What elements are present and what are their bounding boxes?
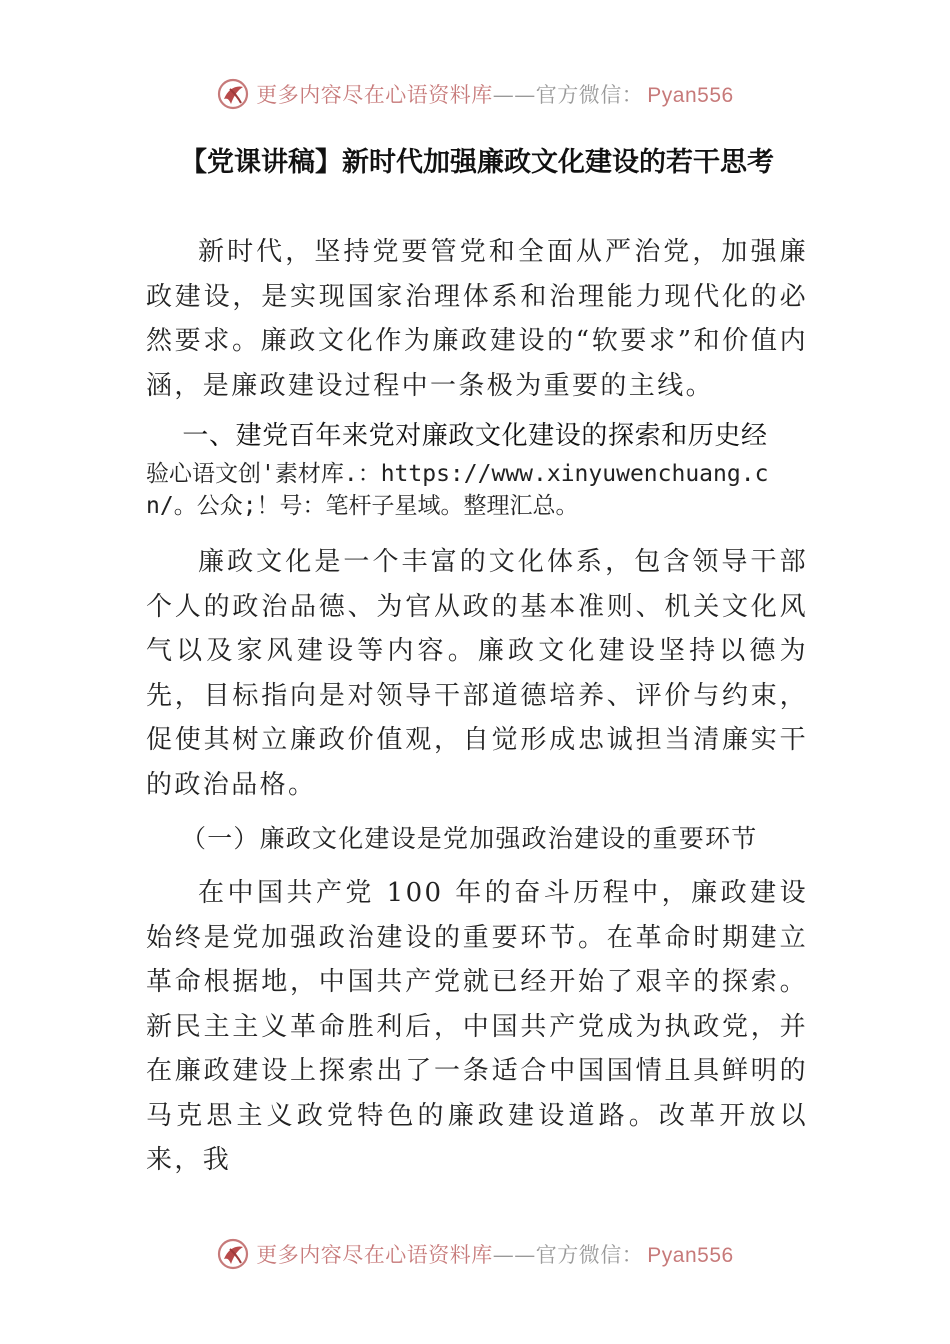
paragraph-3: 在中国共产党 100 年的奋斗历程中，廉政建设始终是党加强政治建设的重要环节。在革命时期建立革命根据地，中国共产党就已经开始了艰辛的探索。新民主主义革命胜利后，中国共产党成为执政党，并在廉政建设上探索出了一条适合中国国情且具鲜明的马克思主义政党特色的廉政建设道路。改革开放以来，我 [146,878,808,1175]
document-body [146,230,808,1183]
ribbon-logo-icon [216,1237,250,1271]
footer-banner [0,1234,950,1274]
banner-text [256,1239,733,1269]
banner-wechat-id: Pyan556 [647,84,734,107]
paragraph-intro: 新时代，坚持党要管党和全面从严治党，加强廉政建设，是实现国家治理体系和治理能力现代化的必然要求。廉政文化作为廉政建设的“软要求”和价值内涵，是廉政建设过程中一条极为重要的主线。 [146,237,808,401]
paragraph-2: 廉政文化是一个丰富的文化体系，包含领导干部个人的政治品德、为官从政的基本准则、机关文化风气以及家风建设等内容。廉政文化建设坚持以德为先，目标指向是对领导干部道德培养、评价与约束，促使其树立廉政价值观，自觉形成忠诚担当清廉实干的政治品格。 [146,547,808,800]
banner-text [256,79,733,109]
banner-wechat-label: 官方微信： [535,83,644,107]
banner-wechat-id: Pyan556 [647,1244,734,1267]
banner-main-text: 更多内容尽在心语资料库 [256,1243,493,1267]
banner-wechat-label: 官方微信： [535,1243,644,1267]
subsection-heading-1: （一）廉政文化建设是党加强政治建设的重要环节 [181,824,758,853]
banner-dash: —— [492,1243,536,1267]
header-banner [0,74,950,114]
banner-dash: —— [492,83,536,107]
watermark-line: 验心语文创'素材库.：https://www.xinyuwenchuang.cn/。公众;！号：笔杆子星域。整理汇总。 [146,461,769,519]
page-title: 【党课讲稿】新时代加强廉政文化建设的若干思考 [180,147,774,178]
section-heading-1: 一、建党百年来党对廉政文化建设的探索和历史经 [182,421,768,451]
ribbon-logo-icon [216,77,250,111]
banner-main-text: 更多内容尽在心语资料库 [256,83,493,107]
